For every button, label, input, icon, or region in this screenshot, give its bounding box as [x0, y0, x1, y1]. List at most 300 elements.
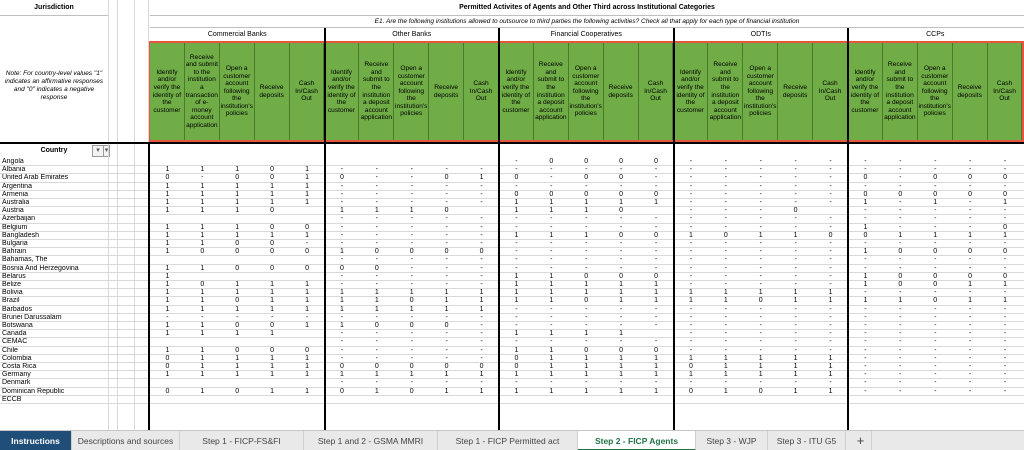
- value-cell[interactable]: -: [619, 240, 623, 247]
- value-cell[interactable]: [883, 396, 918, 403]
- value-cell[interactable]: -: [829, 281, 832, 288]
- value-cell[interactable]: -: [759, 199, 762, 206]
- value-cell[interactable]: -: [410, 256, 413, 264]
- value-cell[interactable]: -: [619, 223, 623, 231]
- table-row[interactable]: [0, 158, 1024, 166]
- value-cell[interactable]: [185, 396, 220, 403]
- value-cell[interactable]: 1: [549, 199, 554, 206]
- value-cell[interactable]: 1: [200, 182, 205, 190]
- value-cell[interactable]: -: [759, 166, 762, 174]
- value-cell[interactable]: 1: [200, 231, 205, 239]
- value-cell[interactable]: [464, 158, 499, 165]
- value-cell[interactable]: 0: [898, 248, 903, 256]
- value-cell[interactable]: [639, 396, 674, 403]
- value-cell[interactable]: 1: [863, 223, 868, 231]
- column-header[interactable]: Cash In/Cash Out: [988, 43, 1023, 140]
- value-cell[interactable]: -: [236, 313, 239, 321]
- value-cell[interactable]: 0: [444, 174, 449, 182]
- column-header[interactable]: Open a customer account following the institution's policies: [569, 43, 604, 140]
- value-cell[interactable]: 1: [235, 289, 240, 297]
- country-cell[interactable]: Angola: [2, 158, 24, 165]
- country-cell[interactable]: Argentina: [2, 182, 32, 190]
- value-cell[interactable]: 1: [305, 354, 309, 362]
- value-cell[interactable]: -: [515, 215, 518, 223]
- value-cell[interactable]: -: [864, 354, 867, 362]
- value-cell[interactable]: -: [515, 182, 518, 190]
- value-cell[interactable]: 0: [514, 174, 519, 182]
- country-cell[interactable]: United Arab Emirates: [2, 174, 69, 182]
- value-cell[interactable]: -: [1003, 166, 1007, 174]
- value-cell[interactable]: -: [1003, 363, 1007, 370]
- value-cell[interactable]: -: [864, 305, 867, 313]
- value-cell[interactable]: -: [585, 313, 588, 321]
- value-cell[interactable]: -: [550, 182, 553, 190]
- value-cell[interactable]: -: [689, 207, 693, 215]
- value-cell[interactable]: -: [1003, 240, 1007, 247]
- value-cell[interactable]: 1: [514, 387, 519, 395]
- value-cell[interactable]: [255, 338, 290, 345]
- value-cell[interactable]: [290, 158, 325, 165]
- value-cell[interactable]: [255, 256, 290, 263]
- value-cell[interactable]: 0: [200, 281, 205, 288]
- value-cell[interactable]: -: [480, 281, 483, 288]
- value-cell[interactable]: 1: [584, 207, 589, 215]
- value-cell[interactable]: 1: [235, 371, 240, 379]
- value-cell[interactable]: 1: [165, 322, 170, 329]
- country-cell[interactable]: Austria: [2, 207, 24, 215]
- value-cell[interactable]: 1: [654, 354, 658, 362]
- value-cell[interactable]: -: [270, 313, 274, 321]
- value-cell[interactable]: -: [654, 166, 658, 174]
- value-cell[interactable]: -: [689, 281, 693, 288]
- value-cell[interactable]: [290, 256, 325, 263]
- value-cell[interactable]: 1: [758, 289, 763, 297]
- table-row[interactable]: [0, 183, 1024, 191]
- value-cell[interactable]: -: [899, 322, 902, 329]
- value-cell[interactable]: -: [201, 313, 204, 321]
- value-cell[interactable]: [255, 215, 290, 222]
- value-cell[interactable]: -: [968, 158, 972, 165]
- value-cell[interactable]: -: [410, 264, 413, 272]
- value-cell[interactable]: 1: [514, 289, 519, 297]
- table-row[interactable]: [0, 199, 1024, 207]
- value-cell[interactable]: -: [375, 330, 378, 338]
- value-cell[interactable]: -: [550, 248, 553, 256]
- value-cell[interactable]: 1: [339, 371, 344, 379]
- value-cell[interactable]: -: [515, 379, 518, 387]
- table-row[interactable]: [0, 396, 1024, 404]
- country-cell[interactable]: CEMAC: [2, 338, 28, 346]
- value-cell[interactable]: -: [724, 223, 727, 231]
- value-cell[interactable]: [639, 207, 674, 214]
- value-cell[interactable]: 0: [165, 387, 170, 395]
- value-cell[interactable]: -: [445, 313, 448, 321]
- value-cell[interactable]: -: [934, 223, 937, 231]
- value-cell[interactable]: -: [689, 240, 693, 247]
- value-cell[interactable]: -: [550, 240, 553, 247]
- value-cell[interactable]: 1: [654, 199, 658, 206]
- value-cell[interactable]: -: [968, 330, 972, 338]
- value-cell[interactable]: 0: [863, 190, 868, 198]
- value-cell[interactable]: 1: [549, 281, 554, 288]
- value-cell[interactable]: 1: [374, 207, 379, 215]
- value-cell[interactable]: -: [515, 264, 518, 272]
- value-cell[interactable]: 1: [968, 297, 973, 305]
- value-cell[interactable]: -: [759, 240, 762, 247]
- value-cell[interactable]: -: [934, 158, 937, 165]
- country-cell[interactable]: Colombia: [2, 354, 32, 362]
- value-cell[interactable]: 1: [270, 190, 275, 198]
- value-cell[interactable]: 1: [584, 363, 589, 370]
- value-cell[interactable]: 1: [270, 354, 275, 362]
- value-cell[interactable]: -: [550, 338, 553, 346]
- value-cell[interactable]: 1: [514, 297, 519, 305]
- value-cell[interactable]: 1: [1003, 199, 1007, 206]
- value-cell[interactable]: -: [375, 231, 378, 239]
- value-cell[interactable]: -: [829, 338, 832, 346]
- value-cell[interactable]: -: [585, 305, 588, 313]
- value-cell[interactable]: -: [480, 346, 483, 354]
- value-cell[interactable]: 0: [444, 207, 449, 215]
- value-cell[interactable]: 1: [165, 240, 170, 247]
- value-cell[interactable]: -: [410, 330, 413, 338]
- value-cell[interactable]: -: [410, 182, 413, 190]
- value-cell[interactable]: 1: [374, 289, 379, 297]
- value-cell[interactable]: -: [899, 174, 902, 182]
- value-cell[interactable]: -: [759, 190, 762, 198]
- value-cell[interactable]: -: [759, 248, 762, 256]
- value-cell[interactable]: -: [724, 305, 727, 313]
- value-cell[interactable]: [918, 396, 953, 403]
- value-cell[interactable]: [534, 396, 569, 403]
- value-cell[interactable]: -: [759, 158, 762, 165]
- value-cell[interactable]: 0: [235, 387, 240, 395]
- value-cell[interactable]: 1: [305, 199, 309, 206]
- value-cell[interactable]: 1: [619, 363, 624, 370]
- value-cell[interactable]: 0: [270, 174, 275, 182]
- value-cell[interactable]: -: [934, 264, 937, 272]
- value-cell[interactable]: 0: [968, 272, 973, 280]
- value-cell[interactable]: -: [340, 231, 344, 239]
- value-cell[interactable]: 1: [688, 231, 693, 239]
- value-cell[interactable]: 1: [200, 297, 205, 305]
- value-cell[interactable]: -: [968, 387, 972, 395]
- value-cell[interactable]: -: [340, 346, 344, 354]
- value-cell[interactable]: 0: [479, 248, 484, 256]
- value-cell[interactable]: -: [410, 231, 413, 239]
- table-row[interactable]: [0, 191, 1024, 199]
- value-cell[interactable]: -: [340, 272, 344, 280]
- value-cell[interactable]: 1: [793, 354, 798, 362]
- value-cell[interactable]: -: [899, 182, 902, 190]
- value-cell[interactable]: 1: [514, 330, 519, 338]
- value-cell[interactable]: 1: [584, 330, 589, 338]
- value-cell[interactable]: 0: [514, 363, 519, 370]
- value-cell[interactable]: -: [340, 338, 344, 346]
- value-cell[interactable]: 1: [305, 166, 309, 174]
- value-cell[interactable]: -: [375, 166, 378, 174]
- value-cell[interactable]: 0: [723, 231, 728, 239]
- value-cell[interactable]: -: [724, 215, 727, 223]
- value-cell[interactable]: 0: [584, 190, 589, 198]
- value-cell[interactable]: -: [410, 379, 413, 387]
- value-cell[interactable]: 1: [270, 305, 275, 313]
- value-cell[interactable]: [953, 396, 988, 403]
- value-cell[interactable]: 0: [339, 264, 344, 272]
- value-cell[interactable]: 1: [409, 371, 414, 379]
- value-cell[interactable]: 1: [758, 354, 763, 362]
- value-cell[interactable]: 1: [619, 330, 624, 338]
- value-cell[interactable]: 1: [165, 190, 170, 198]
- value-cell[interactable]: 0: [270, 248, 275, 256]
- value-cell[interactable]: -: [759, 223, 762, 231]
- value-cell[interactable]: -: [689, 248, 693, 256]
- value-cell[interactable]: 0: [619, 190, 624, 198]
- value-cell[interactable]: 1: [933, 199, 938, 206]
- value-cell[interactable]: -: [794, 379, 797, 387]
- value-cell[interactable]: 1: [654, 289, 658, 297]
- value-cell[interactable]: 1: [723, 387, 728, 395]
- value-cell[interactable]: -: [340, 256, 344, 264]
- value-cell[interactable]: -: [759, 379, 762, 387]
- value-cell[interactable]: 1: [479, 289, 484, 297]
- value-cell[interactable]: -: [968, 371, 972, 379]
- value-cell[interactable]: [464, 396, 499, 403]
- value-cell[interactable]: 0: [339, 174, 344, 182]
- value-cell[interactable]: [185, 158, 220, 165]
- value-cell[interactable]: 0: [235, 346, 240, 354]
- value-cell[interactable]: 1: [479, 387, 484, 395]
- value-cell[interactable]: 1: [165, 305, 170, 313]
- value-cell[interactable]: 1: [409, 207, 414, 215]
- value-cell[interactable]: 1: [235, 223, 240, 231]
- country-cell[interactable]: Bosnia And Herzegovina: [2, 264, 79, 272]
- value-cell[interactable]: -: [410, 281, 413, 288]
- value-cell[interactable]: -: [1003, 289, 1007, 297]
- country-cell[interactable]: Barbados: [2, 305, 32, 313]
- sheet-tab[interactable]: Descriptions and sources: [72, 431, 180, 450]
- value-cell[interactable]: -: [934, 256, 937, 264]
- country-cell[interactable]: Belize: [2, 281, 22, 288]
- value-cell[interactable]: 1: [235, 354, 240, 362]
- value-cell[interactable]: -: [934, 346, 937, 354]
- value-cell[interactable]: -: [934, 240, 937, 247]
- value-cell[interactable]: -: [1003, 387, 1007, 395]
- value-cell[interactable]: -: [375, 313, 378, 321]
- value-cell[interactable]: -: [410, 215, 413, 223]
- value-cell[interactable]: -: [340, 199, 344, 206]
- value-cell[interactable]: 1: [235, 182, 240, 190]
- value-cell[interactable]: -: [934, 371, 937, 379]
- value-cell[interactable]: -: [585, 182, 588, 190]
- table-row[interactable]: [0, 314, 1024, 322]
- column-header[interactable]: Cash In/Cash Out: [464, 43, 499, 140]
- column-header[interactable]: Identify and/or verify the identity of the customer: [674, 43, 709, 140]
- value-cell[interactable]: 1: [374, 305, 379, 313]
- value-cell[interactable]: -: [585, 215, 588, 223]
- value-cell[interactable]: [464, 207, 499, 214]
- value-cell[interactable]: -: [340, 240, 344, 247]
- value-cell[interactable]: -: [759, 338, 762, 346]
- value-cell[interactable]: -: [375, 354, 378, 362]
- value-cell[interactable]: -: [654, 379, 658, 387]
- value-cell[interactable]: -: [968, 264, 972, 272]
- country-cell[interactable]: Belarus: [2, 272, 26, 280]
- value-cell[interactable]: -: [585, 240, 588, 247]
- value-cell[interactable]: [743, 396, 778, 403]
- value-cell[interactable]: -: [515, 223, 518, 231]
- value-cell[interactable]: -: [689, 174, 693, 182]
- value-cell[interactable]: 1: [339, 248, 344, 256]
- sheet-tab[interactable]: Step 1 and 2 - GSMA MMRI: [304, 431, 438, 450]
- value-cell[interactable]: -: [968, 166, 972, 174]
- value-cell[interactable]: 1: [200, 330, 205, 338]
- value-cell[interactable]: -: [934, 166, 937, 174]
- value-cell[interactable]: -: [759, 305, 762, 313]
- value-cell[interactable]: -: [445, 264, 448, 272]
- value-cell[interactable]: -: [1003, 346, 1007, 354]
- value-cell[interactable]: -: [689, 166, 693, 174]
- value-cell[interactable]: 1: [514, 199, 519, 206]
- value-cell[interactable]: -: [340, 379, 344, 387]
- column-header[interactable]: Receive and submit to the institution a deposit account application: [708, 43, 743, 140]
- country-cell[interactable]: Azerbaijan: [2, 215, 36, 223]
- value-cell[interactable]: -: [445, 338, 448, 346]
- value-cell[interactable]: [290, 379, 325, 386]
- value-cell[interactable]: 1: [968, 281, 973, 288]
- value-cell[interactable]: 1: [619, 199, 624, 206]
- table-row[interactable]: [0, 363, 1024, 371]
- sheet-tab[interactable]: Step 3 - ITU G5: [768, 431, 846, 450]
- value-cell[interactable]: 1: [619, 354, 624, 362]
- filter-arrow-icon[interactable]: ▾: [104, 145, 110, 157]
- value-cell[interactable]: [290, 330, 325, 337]
- value-cell[interactable]: -: [968, 207, 972, 215]
- value-cell[interactable]: 1: [374, 297, 379, 305]
- value-cell[interactable]: -: [724, 281, 727, 288]
- value-cell[interactable]: -: [654, 174, 658, 182]
- column-header[interactable]: Cash In/Cash Out: [290, 43, 325, 140]
- value-cell[interactable]: -: [445, 330, 448, 338]
- value-cell[interactable]: 1: [688, 371, 693, 379]
- value-cell[interactable]: -: [445, 190, 448, 198]
- value-cell[interactable]: -: [515, 338, 518, 346]
- value-cell[interactable]: -: [585, 223, 588, 231]
- value-cell[interactable]: -: [689, 215, 693, 223]
- table-row[interactable]: [0, 371, 1024, 379]
- value-cell[interactable]: -: [829, 272, 832, 280]
- column-header[interactable]: Receive and submit to the institution a deposit account application: [883, 43, 918, 140]
- column-header[interactable]: Cash In/Cash Out: [813, 43, 848, 140]
- column-header[interactable]: Open a customer account following the institution's policies: [743, 43, 778, 140]
- value-cell[interactable]: -: [1003, 158, 1007, 165]
- value-cell[interactable]: -: [794, 256, 797, 264]
- value-cell[interactable]: -: [899, 387, 902, 395]
- column-header[interactable]: Open a customer account following the institution's policies: [394, 43, 429, 140]
- value-cell[interactable]: 0: [339, 363, 344, 370]
- value-cell[interactable]: -: [689, 322, 693, 329]
- value-cell[interactable]: [255, 158, 290, 165]
- value-cell[interactable]: 1: [235, 281, 240, 288]
- country-cell[interactable]: Belgium: [2, 223, 28, 231]
- value-cell[interactable]: -: [724, 190, 727, 198]
- value-cell[interactable]: 0: [1003, 248, 1007, 256]
- value-cell[interactable]: -: [829, 256, 832, 264]
- value-cell[interactable]: 0: [584, 174, 589, 182]
- value-cell[interactable]: 0: [444, 248, 449, 256]
- value-cell[interactable]: -: [864, 207, 867, 215]
- table-row[interactable]: [0, 297, 1024, 305]
- value-cell[interactable]: -: [445, 354, 448, 362]
- column-header[interactable]: Cash In/Cash Out: [639, 43, 674, 140]
- value-cell[interactable]: -: [794, 199, 797, 206]
- column-header[interactable]: Receive and submit to the institution a deposit account application: [534, 43, 569, 140]
- value-cell[interactable]: -: [654, 264, 658, 272]
- value-cell[interactable]: -: [201, 174, 204, 182]
- value-cell[interactable]: 1: [235, 207, 240, 215]
- value-cell[interactable]: -: [724, 379, 727, 387]
- value-cell[interactable]: -: [899, 166, 902, 174]
- value-cell[interactable]: -: [934, 215, 937, 223]
- table-row[interactable]: [0, 224, 1024, 232]
- value-cell[interactable]: 0: [409, 387, 414, 395]
- value-cell[interactable]: -: [585, 338, 588, 346]
- value-cell[interactable]: 1: [200, 207, 205, 215]
- value-cell[interactable]: -: [410, 166, 413, 174]
- value-cell[interactable]: -: [445, 281, 448, 288]
- value-cell[interactable]: 1: [793, 289, 798, 297]
- value-cell[interactable]: -: [654, 223, 658, 231]
- value-cell[interactable]: 0: [409, 322, 414, 329]
- value-cell[interactable]: [639, 330, 674, 337]
- value-cell[interactable]: [185, 338, 220, 345]
- value-cell[interactable]: -: [654, 215, 658, 223]
- value-cell[interactable]: -: [724, 313, 727, 321]
- value-cell[interactable]: -: [794, 166, 797, 174]
- value-cell[interactable]: -: [515, 166, 518, 174]
- value-cell[interactable]: -: [515, 240, 518, 247]
- value-cell[interactable]: 0: [619, 346, 624, 354]
- value-cell[interactable]: 1: [305, 297, 309, 305]
- value-cell[interactable]: -: [654, 248, 658, 256]
- value-cell[interactable]: -: [375, 281, 378, 288]
- value-cell[interactable]: [394, 158, 429, 165]
- value-cell[interactable]: -: [550, 264, 553, 272]
- value-cell[interactable]: 0: [828, 231, 833, 239]
- country-cell[interactable]: Australia: [2, 199, 30, 206]
- value-cell[interactable]: 0: [968, 174, 973, 182]
- value-cell[interactable]: 1: [549, 207, 554, 215]
- value-cell[interactable]: -: [375, 190, 378, 198]
- value-cell[interactable]: 0: [758, 297, 763, 305]
- value-cell[interactable]: -: [968, 305, 972, 313]
- value-cell[interactable]: 1: [305, 231, 309, 239]
- value-cell[interactable]: 0: [933, 248, 938, 256]
- value-cell[interactable]: 1: [235, 190, 240, 198]
- column-header[interactable]: Receive deposits: [604, 43, 639, 140]
- value-cell[interactable]: -: [480, 354, 483, 362]
- value-cell[interactable]: 0: [270, 207, 275, 215]
- table-row[interactable]: [0, 388, 1024, 396]
- value-cell[interactable]: 1: [654, 371, 658, 379]
- value-cell[interactable]: 1: [514, 346, 519, 354]
- value-cell[interactable]: [220, 396, 255, 403]
- value-cell[interactable]: -: [724, 256, 727, 264]
- value-cell[interactable]: -: [480, 199, 483, 206]
- value-cell[interactable]: -: [794, 313, 797, 321]
- value-cell[interactable]: -: [934, 354, 937, 362]
- value-cell[interactable]: [255, 273, 290, 280]
